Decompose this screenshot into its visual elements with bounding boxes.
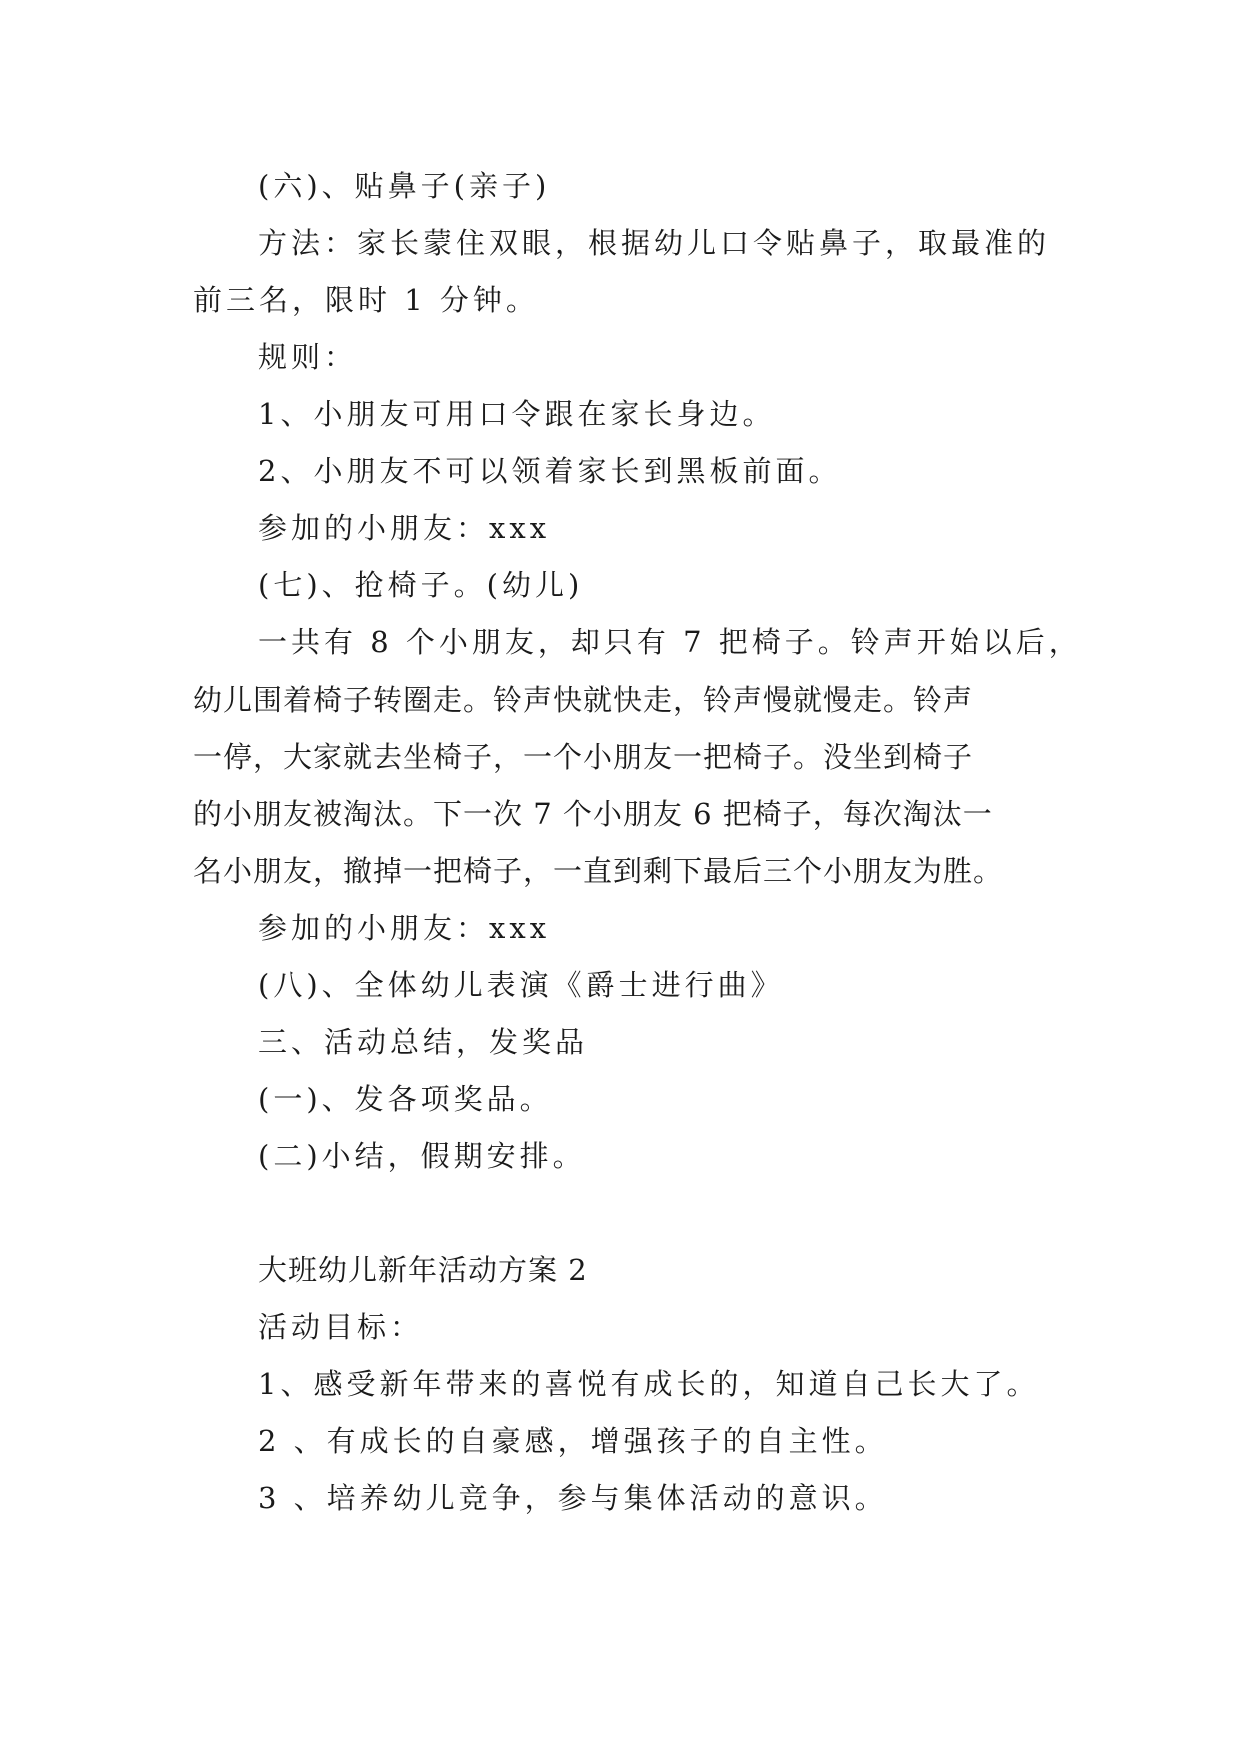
section-heading-paste-nose: (六)、贴鼻子(亲子)	[258, 169, 551, 203]
section-heading-summary: 三、活动总结，发奖品	[258, 1025, 589, 1059]
goal-item: 2 、有成长的自豪感，增强孩子的自主性。	[258, 1424, 888, 1458]
goals-heading: 活动目标：	[258, 1310, 424, 1344]
section-heading-musical-chairs: (七)、抢椅子。(幼儿)	[258, 568, 584, 602]
paragraph-line: 方法：家长蒙住双眼，根据幼儿口令贴鼻子，取最准的	[258, 226, 1051, 260]
paragraph-line: 名小朋友，撤掉一把椅子，一直到剩下最后三个小朋友为胜。	[193, 854, 1004, 888]
rules-heading: 规则：	[258, 340, 358, 374]
goal-item: 3 、培养幼儿竞争，参与集体活动的意识。	[258, 1481, 888, 1515]
paragraph-line: 一共有 8 个小朋友，却只有 7 把椅子。铃声开始以后，	[258, 625, 1082, 659]
participants-line: 参加的小朋友：xxx	[258, 911, 551, 945]
summary-item: (一)、发各项奖品。	[258, 1082, 553, 1116]
rule-item: 1、小朋友可用口令跟在家长身边。	[258, 397, 776, 431]
paragraph-line: 的小朋友被淘汰。下一次 7 个小朋友 6 把椅子，每次淘汰一	[193, 797, 993, 831]
goal-item: 1、感受新年带来的喜悦有成长的，知道自己长大了。	[258, 1367, 1040, 1401]
paragraph-line: 一停，大家就去坐椅子，一个小朋友一把椅子。没坐到椅子	[193, 740, 974, 774]
participants-line: 参加的小朋友：xxx	[258, 511, 551, 545]
plan-title: 大班幼儿新年活动方案 2	[258, 1253, 588, 1287]
paragraph-line: 幼儿围着椅子转圈走。铃声快就快走，铃声慢就慢走。铃声	[193, 683, 974, 717]
summary-item: (二)小结，假期安排。	[258, 1139, 586, 1173]
rule-item: 2、小朋友不可以领着家长到黑板前面。	[258, 454, 842, 488]
paragraph-line: 前三名，限时 1 分钟。	[193, 283, 539, 317]
section-heading-jazz-march: (八)、全体幼儿表演《爵士进行曲》	[258, 968, 784, 1002]
